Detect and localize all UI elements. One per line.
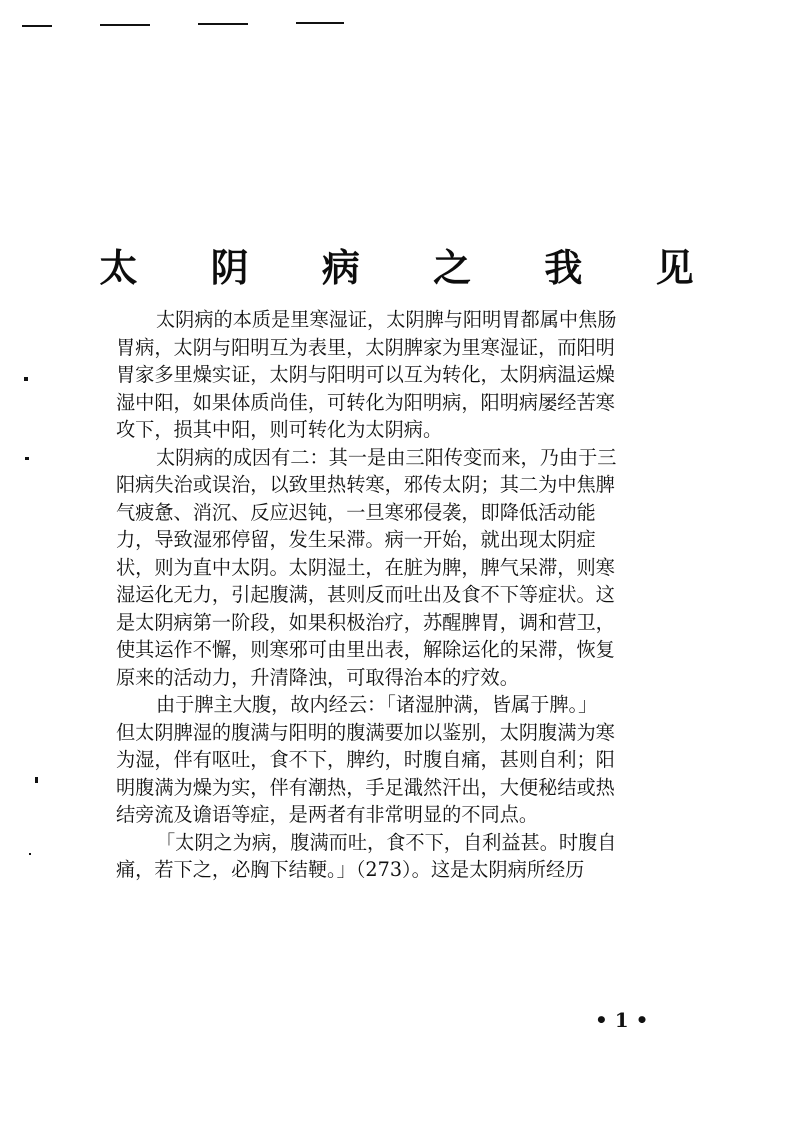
- paragraph-3: [116, 691, 686, 829]
- text-line: 胃家多里燥实证，太阴与阳明可以互为转化，太阴病温运燥: [116, 363, 615, 386]
- text-line: 阳病失治或误治，以致里热转寒，邪传太阴；其二为中焦脾: [116, 473, 615, 496]
- paragraph-1: [116, 306, 686, 444]
- page-title: 太 阴 病 之 我 见: [99, 245, 724, 291]
- text-line: 「太阴之为病，腹满而吐，食不下，自利益甚。时腹自: [156, 830, 617, 854]
- scan-speck: [25, 457, 29, 460]
- scan-speck: [35, 777, 38, 783]
- text-line: 湿中阳，如果体质尚佳，可转化为阳明病，阳明病屡经苦寒: [116, 390, 615, 414]
- paragraph-4: [116, 829, 686, 884]
- header-rule-3: [198, 23, 248, 25]
- text-line: 气疲惫、消沉、反应迟钝，一旦寒邪侵袭，即降低活动能: [116, 500, 596, 524]
- text-line: 太阴病的成因有二：其一是由三阳传变而来，乃由于三: [156, 445, 617, 469]
- text-line: 状，则为直中太阴。太阴湿土，在脏为脾，脾气呆滞，则寒: [116, 555, 615, 579]
- text-line: 结旁流及谵语等症，是两者有非常明显的不同点。: [116, 803, 539, 826]
- text-line: 痛，若下之，必胸下结鞕。」（273）。这是太阴病所经历: [116, 858, 585, 881]
- text-line: 明腹满为燥为实，伴有潮热，手足濈然汗出，大便秘结或热: [116, 775, 615, 799]
- text-line: 是太阴病第一阶段，如果积极治疗，苏醒脾胃，调和营卫，: [116, 610, 615, 634]
- scan-speck: [24, 377, 28, 381]
- scan-speck: [29, 853, 31, 855]
- text-line: 原来的活动力，升清降浊，可取得治本的疗效。: [116, 665, 519, 689]
- page-number: • 1 •: [595, 1008, 649, 1032]
- text-line: 由于脾主大腹，故内经云：「诸湿肿满，皆属于脾。」: [156, 693, 598, 716]
- text-line: 但太阴脾湿的腹满与阳明的腹满要加以鉴别，太阴腹满为寒: [116, 720, 615, 744]
- article-body: [116, 306, 686, 884]
- text-line: 攻下，损其中阳，则可转化为太阴病。: [116, 418, 443, 441]
- text-line: 使其运作不懈，则寒邪可由里出表，解除运化的呆滞，恢复: [116, 638, 615, 661]
- header-rule-2: [100, 24, 150, 26]
- text-line: 胃病，太阴与阳明互为表里，太阴脾家为里寒湿证，而阳明: [116, 335, 615, 359]
- paragraph-2: [116, 444, 686, 692]
- text-line: 湿运化无力，引起腹满，甚则反而吐出及食不下等症状。这: [116, 583, 615, 606]
- text-line: 为湿，伴有呕吐，食不下，脾约，时腹自痛，甚则自利；阳: [116, 748, 615, 771]
- text-line: 力，导致湿邪停留，发生呆滞。病一开始，就出现太阴症: [116, 528, 596, 551]
- header-rule-4: [296, 22, 344, 24]
- header-rule-1: [22, 25, 52, 27]
- text-line: 太阴病的本质是里寒湿证，太阴脾与阳明胃都属中焦肠: [156, 308, 617, 331]
